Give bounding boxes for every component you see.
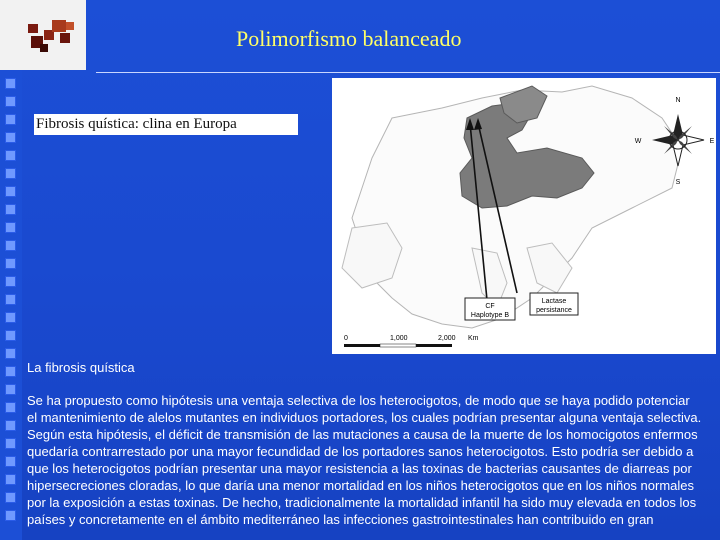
bullet-square	[5, 492, 16, 503]
scale-bar-segment	[344, 344, 380, 347]
map-label-lactase: Lactase	[541, 298, 567, 305]
bullet-square	[5, 510, 16, 521]
title-divider	[96, 72, 720, 73]
left-stripe	[0, 0, 22, 540]
europe-map	[332, 78, 716, 354]
compass-s: S	[675, 179, 681, 186]
bullet-square	[5, 420, 16, 431]
scale-bar-segment	[416, 344, 452, 347]
bullet-square	[5, 276, 16, 287]
bullet-square	[5, 96, 16, 107]
scale-bar-segment	[380, 344, 416, 347]
bullet-square	[5, 312, 16, 323]
map-label-haplotype: Haplotype B	[470, 312, 510, 319]
slide-title: Polimorfismo balanceado	[236, 26, 462, 51]
bullet-square	[5, 258, 16, 269]
bullet-square	[5, 474, 16, 485]
section-label: La fibrosis quística	[27, 360, 135, 375]
bullet-square	[5, 402, 16, 413]
bullet-square	[5, 204, 16, 215]
slide-subtitle: Fibrosis quística: clina en Europa	[34, 114, 298, 135]
compass-e: E	[709, 138, 715, 145]
bullet-square	[5, 366, 16, 377]
scale-label-0: 0	[344, 335, 348, 342]
scale-label-2000: 2,000	[438, 335, 456, 342]
bullet-square	[5, 114, 16, 125]
bullet-square	[5, 384, 16, 395]
scale-label-1000: 1,000	[390, 335, 408, 342]
bullet-square	[5, 222, 16, 233]
map-label-cf: CF	[485, 303, 495, 310]
map-label-persistance: persistance	[536, 307, 572, 314]
compass-n: N	[675, 97, 681, 104]
bullet-square	[5, 348, 16, 359]
bullet-square	[5, 294, 16, 305]
bullet-square	[5, 78, 16, 89]
bullet-square	[5, 456, 16, 467]
body-paragraph: Se ha propuesto como hipótesis una ventaja selectiva de los heterocigotos, de modo que se haya podido potenciar el mantenimiento de alelos mutantes en individuos portadores, los cuales podrían presentar alguna ventaja selectiva. Según esta hipótesis, el déficit de transmisión de las mutaciones a causa de la muerte de los homocigotos enfermos quedaría contrarrestado por una mayor fecundidad de los portadores sanos heterocigotos. Esto podría ser debido a que los heterocigotos podrían presentar una mayor resistencia a las toxinas de bacterias causantes de diarreas por hipersecreciones cloradas, lo que daría una menor mortalidad en los niños heterocigotos que en los niños normales por la exposición a estas toxinas. De hecho, tradicionalmente la mortalidad infantil ha sido muy elevada en todos los países y concretamente en el ámbito mediterráneo las infecciones gastrointestinales han contribuido en gran	[27, 393, 702, 527]
compass-w: W	[634, 138, 642, 145]
bullet-square	[5, 438, 16, 449]
bullet-square	[5, 186, 16, 197]
bullet-square	[5, 240, 16, 251]
logo	[0, 0, 86, 70]
scale-unit: Km	[468, 335, 479, 342]
bullet-square	[5, 330, 16, 341]
bullet-square	[5, 132, 16, 143]
bullet-square	[5, 150, 16, 161]
bullet-square	[5, 168, 16, 179]
